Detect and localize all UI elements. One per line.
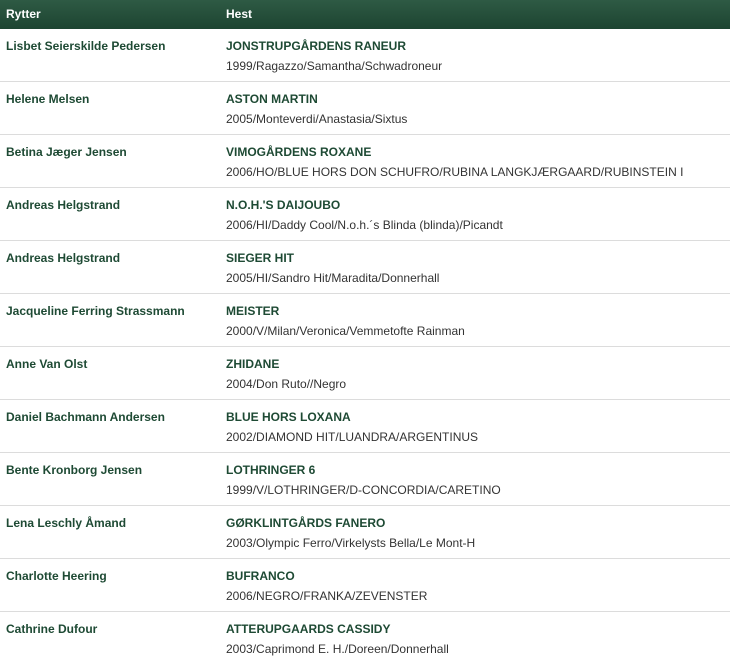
table-row xyxy=(0,400,730,453)
horse-name: ATTERUPGAARDS CASSIDY xyxy=(226,622,391,636)
rider-name: Anne Van Olst xyxy=(6,357,88,371)
horse-pedigree: 2006/HO/BLUE HORS DON SCHUFRO/RUBINA LANGKJÆRGAARD/RUBINSTEIN I xyxy=(226,165,684,179)
horse-name: BUFRANCO xyxy=(226,569,295,583)
rider-name: Andreas Helgstrand xyxy=(6,251,121,265)
table-row xyxy=(0,453,730,506)
rider-name: Betina Jæger Jensen xyxy=(6,145,127,159)
rider-name: Charlotte Heering xyxy=(6,569,107,583)
horse-name: JONSTRUPGÅRDENS RANEUR xyxy=(226,39,407,53)
horse-name: N.O.H.'S DAIJOUBO xyxy=(226,198,341,212)
table-row xyxy=(0,559,730,612)
horse-pedigree: 2005/HI/Sandro Hit/Maradita/Donnerhall xyxy=(226,271,440,285)
table-row xyxy=(0,294,730,347)
rider-name: Jacqueline Ferring Strassmann xyxy=(6,304,185,318)
horse-pedigree: 2000/V/Milan/Veronica/Vemmetofte Rainman xyxy=(226,324,465,338)
horse-name: LOTHRINGER 6 xyxy=(226,463,316,477)
header-horse: Hest xyxy=(226,7,253,21)
table-header xyxy=(0,0,730,29)
table-row xyxy=(0,347,730,400)
horse-name: BLUE HORS LOXANA xyxy=(226,410,351,424)
horse-name: SIEGER HIT xyxy=(226,251,295,265)
table-row xyxy=(0,612,730,664)
rider-name: Daniel Bachmann Andersen xyxy=(6,410,165,424)
horse-name: MEISTER xyxy=(226,304,280,318)
table-row xyxy=(0,82,730,135)
table-row xyxy=(0,135,730,188)
rider-name: Helene Melsen xyxy=(6,92,90,106)
rider-name: Lena Leschly Åmand xyxy=(6,516,127,530)
horse-name: GØRKLINTGÅRDS FANERO xyxy=(226,516,386,530)
rider-name: Bente Kronborg Jensen xyxy=(6,463,143,477)
horse-pedigree: 1999/Ragazzo/Samantha/Schwadroneur xyxy=(226,59,443,73)
horse-pedigree: 2003/Caprimond E. H./Doreen/Donnerhall xyxy=(226,642,449,656)
horse-pedigree: 1999/V/LOTHRINGER/D-CONCORDIA/CARETINO xyxy=(226,483,501,497)
table-row xyxy=(0,241,730,294)
horse-pedigree: 2005/Monteverdi/Anastasia/Sixtus xyxy=(226,112,408,126)
rider-name: Andreas Helgstrand xyxy=(6,198,121,212)
horse-pedigree: 2004/Don Ruto//Negro xyxy=(226,377,347,391)
horse-pedigree: 2006/HI/Daddy Cool/N.o.h.´s Blinda (blinda)/Picandt xyxy=(226,218,503,232)
header-rider: Rytter xyxy=(6,7,41,21)
rider-name: Lisbet Seierskilde Pedersen xyxy=(6,39,166,53)
table-row xyxy=(0,506,730,559)
horse-pedigree: 2002/DIAMOND HIT/LUANDRA/ARGENTINUS xyxy=(226,430,479,444)
horse-pedigree: 2003/Olympic Ferro/Virkelysts Bella/Le Mont-H xyxy=(226,536,476,550)
horse-name: VIMOGÅRDENS ROXANE xyxy=(226,145,372,159)
table-row xyxy=(0,188,730,241)
horse-name: ASTON MARTIN xyxy=(226,92,318,106)
table-row xyxy=(0,29,730,82)
horse-name: ZHIDANE xyxy=(226,357,280,371)
rider-name: Cathrine Dufour xyxy=(6,622,98,636)
horse-pedigree: 2006/NEGRO/FRANKA/ZEVENSTER xyxy=(226,589,428,603)
